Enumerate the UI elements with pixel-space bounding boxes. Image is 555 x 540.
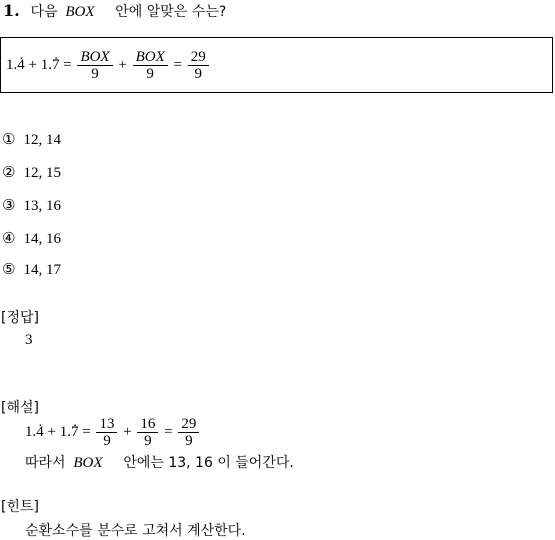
choice-4[interactable] — [2, 229, 61, 248]
choice-3-text: 13, 16 — [23, 198, 61, 214]
choice-5-mark: ⑤ — [2, 260, 16, 278]
exp-f1-num: 13 — [96, 416, 117, 433]
hint-text: 순환소수를 분수로 고쳐서 계산한다. — [25, 523, 246, 539]
eq-f1-num: BOX — [77, 49, 112, 66]
eq-fraction-1 — [77, 49, 112, 82]
choice-2[interactable] — [2, 163, 61, 182]
eq-f2-num: BOX — [133, 49, 168, 66]
choice-2-mark: ② — [2, 163, 16, 181]
exp-r-num: 29 — [178, 416, 199, 433]
answer-value: 3 — [25, 332, 33, 348]
exp-plus-2: + — [123, 423, 132, 440]
explanation-line2-box: BOX — [73, 455, 103, 471]
answer-label: [정답] — [1, 310, 39, 326]
choice-3[interactable] — [2, 196, 61, 215]
exp-fraction-1 — [96, 416, 117, 449]
choice-1[interactable] — [2, 130, 61, 149]
choice-4-mark: ④ — [2, 229, 16, 247]
exp-f2-den: 9 — [144, 433, 152, 449]
question-box-word: BOX — [65, 4, 95, 20]
eq-fraction-2 — [133, 49, 168, 82]
equation — [6, 49, 211, 82]
explanation-line2-after: 안에는 13, 16 이 들어간다. — [123, 455, 294, 471]
eq-r-num: 29 — [188, 49, 209, 66]
eq-f2-den: 9 — [146, 66, 154, 82]
question-number: 1. — [3, 1, 20, 20]
exp-b-repeat: 7 . — [71, 424, 79, 441]
eq-r-den: 9 — [194, 66, 202, 82]
eq-a-int: 1. — [6, 56, 18, 73]
eq-b-int: 1. — [40, 56, 52, 73]
exp-fraction-result — [178, 416, 199, 449]
eq-plus: + — [28, 56, 37, 73]
choice-5[interactable] — [2, 260, 61, 279]
choice-3-mark: ③ — [2, 196, 16, 214]
exp-b-int: 1. — [59, 423, 71, 440]
exp-a-int: 1. — [25, 423, 37, 440]
explanation-label: [해설] — [1, 400, 39, 416]
explanation-equation — [25, 416, 201, 449]
exp-f2-num: 16 — [137, 416, 158, 433]
question-text-after: 안에 알맞은 수는? — [115, 4, 227, 20]
choice-1-text: 12, 14 — [23, 132, 61, 148]
exp-plus: + — [47, 423, 56, 440]
exp-equals-2: = — [164, 423, 173, 440]
eq-equals-2: = — [173, 56, 182, 73]
explanation-line2-before: 따라서 — [25, 455, 66, 471]
exp-a-repeat: 4 . — [36, 424, 44, 441]
choice-4-text: 14, 16 — [23, 231, 61, 247]
choice-1-mark: ① — [2, 130, 16, 148]
eq-fraction-result — [188, 49, 209, 82]
eq-a-repeat: 4 . — [17, 57, 25, 74]
hint-label: [힌트] — [1, 499, 39, 515]
exp-fraction-2 — [137, 416, 158, 449]
choice-2-text: 12, 15 — [23, 165, 61, 181]
exp-equals: = — [82, 423, 91, 440]
eq-b-repeat: 7 . — [52, 57, 60, 74]
eq-equals: = — [63, 56, 72, 73]
question-text-before: 다음 — [30, 4, 58, 20]
explanation-line-2 — [25, 452, 294, 472]
choice-5-text: 14, 17 — [23, 262, 61, 278]
exp-r-den: 9 — [185, 433, 193, 449]
question-line — [3, 1, 226, 21]
exp-f1-den: 9 — [103, 433, 111, 449]
eq-plus-2: + — [118, 56, 127, 73]
eq-f1-den: 9 — [91, 66, 99, 82]
